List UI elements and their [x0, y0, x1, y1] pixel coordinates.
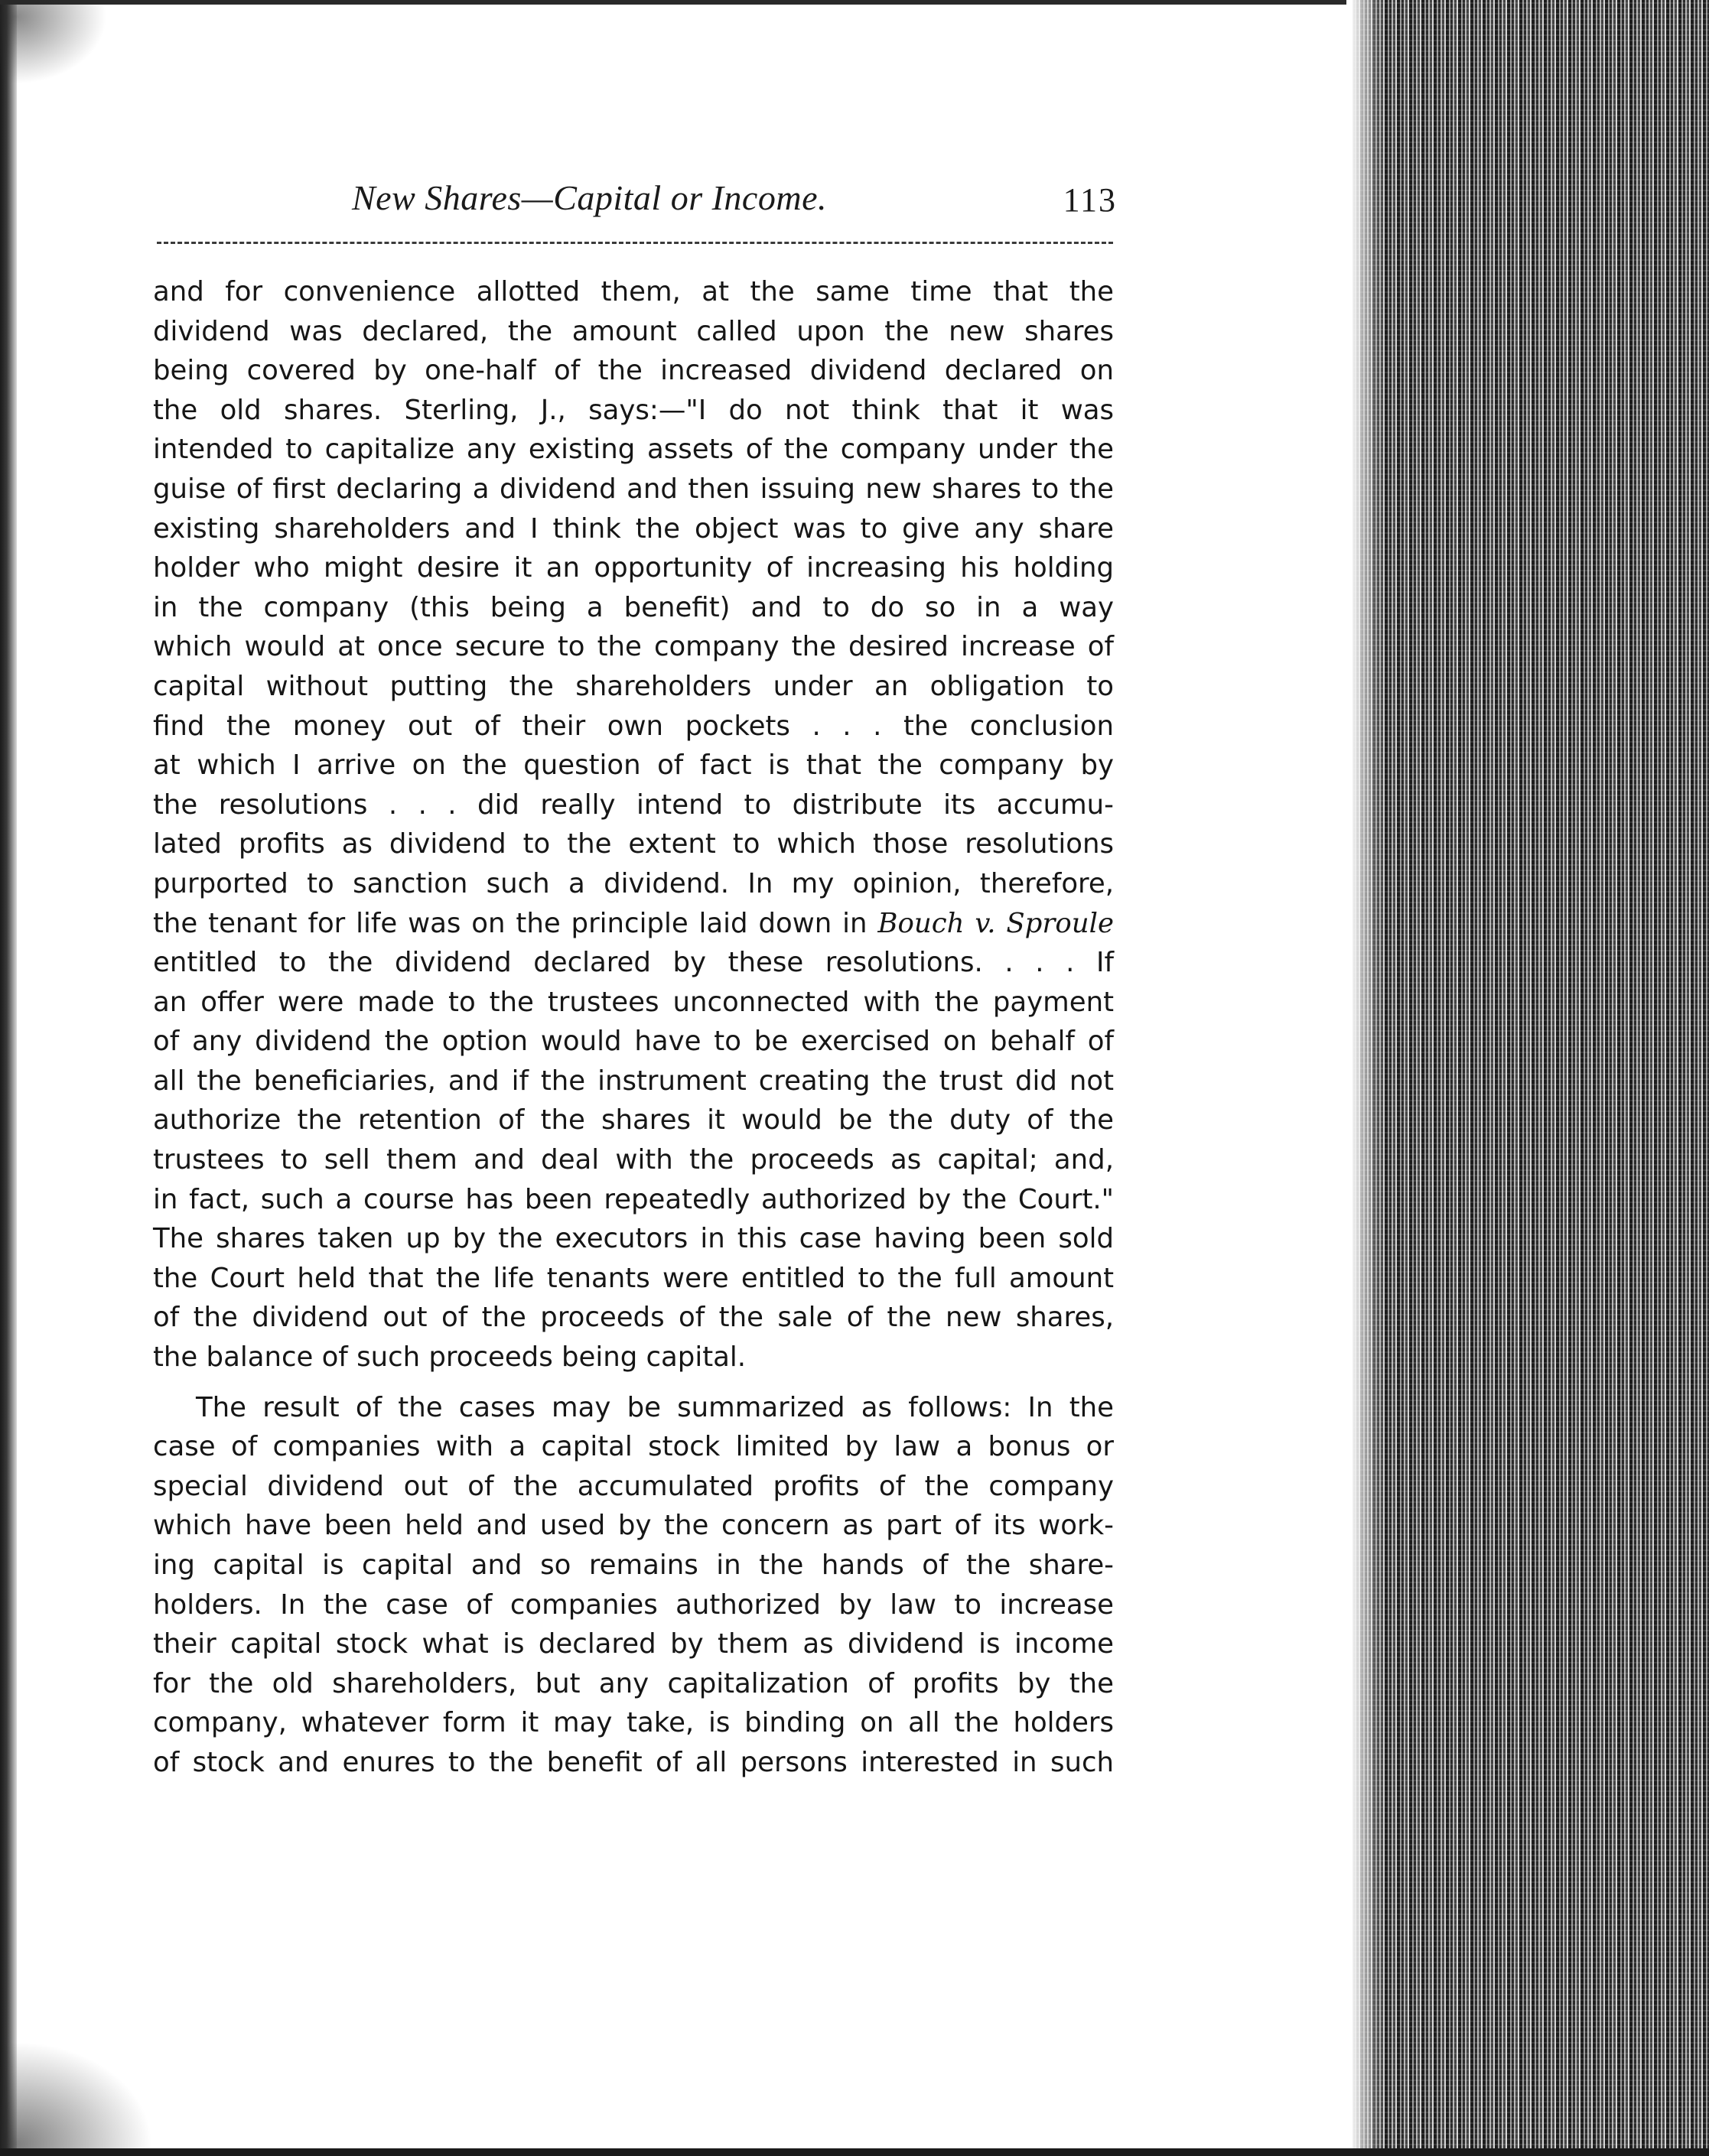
text-line: the resolutions . . . did really intend to distribute its accumu-: [153, 789, 1114, 821]
scan-smudge-top-left: [0, 0, 107, 84]
scan-bottom-edge: [0, 2148, 1709, 2156]
text-line: lated profits as dividend to the extent to which those resolutions: [153, 828, 1114, 860]
text-line: The result of the cases may be summarized as follows: In the: [196, 1391, 1114, 1423]
text-line: holders. In the case of companies authorized by law to increase: [153, 1589, 1114, 1621]
text-line: special dividend out of the accumulated profits of the company: [153, 1470, 1114, 1502]
text-line: which would at once secure to the company the desired increase of: [153, 631, 1114, 663]
text-line: being covered by one-half of the increased dividend declared on: [153, 355, 1114, 387]
text-line: dividend was declared, the amount called upon the new shares: [153, 315, 1114, 347]
text-line: for the old shareholders, but any capitalization of profits by the: [153, 1667, 1114, 1699]
text-line: the balance of such proceeds being capital.: [153, 1341, 747, 1374]
text-line: capital without putting the shareholders under an obligation to: [153, 670, 1114, 702]
text-line: the Court held that the life tenants were entitled to the full amount: [153, 1262, 1114, 1294]
header-rule: [157, 242, 1113, 244]
text-line: holder who might desire it an opportunity of increasing his holding: [153, 552, 1114, 584]
text-line: of any dividend the option would have to be exercised on behalf of: [153, 1026, 1114, 1058]
text-line: of the dividend out of the proceeds of the sale of the new shares,: [153, 1302, 1114, 1334]
page-number: 113: [1063, 181, 1117, 219]
body-text: [153, 272, 1114, 1783]
scan-top-edge: [0, 0, 1346, 5]
text-line: and for convenience allotted them, at the same time that the: [153, 276, 1114, 307]
text-line: case of companies with a capital stock limited by law a bonus or: [153, 1431, 1114, 1463]
text-line: in the company (this being a benefit) and to do so in a way: [153, 591, 1114, 623]
text-line: find the money out of their own pockets . . . the conclusion: [153, 710, 1114, 742]
text-line: entitled to the dividend declared by these resolutions. . . . If: [153, 947, 1114, 979]
text-line: company, whatever form it may take, is binding on all the holders: [153, 1707, 1114, 1739]
text-line: in fact, such a course has been repeatedly authorized by the Court.": [153, 1183, 1114, 1215]
text-line: guise of first declaring a dividend and then issuing new shares to the: [153, 473, 1114, 505]
text-line: trustees to sell them and deal with the proceeds as capital; and,: [153, 1144, 1114, 1176]
book-page-edges: [1353, 0, 1709, 2156]
text-line: which have been held and used by the concern as part of its work-: [153, 1510, 1114, 1542]
text-line: authorize the retention of the shares it would be the duty of the: [153, 1104, 1114, 1137]
scan-left-edge: [0, 0, 17, 2156]
text-line: the old shares. Sterling, J., says:—"I do not think that it was: [153, 394, 1114, 426]
paragraph-2: [153, 1388, 1114, 1783]
text-line: an offer were made to the trustees unconnected with the payment: [153, 986, 1114, 1018]
text-fragment: the tenant for life was on the principle laid down in: [153, 907, 878, 939]
text-line: all the beneficiaries, and if the instrument creating the trust did not: [153, 1065, 1114, 1097]
paragraph-1: [153, 272, 1114, 1377]
text-line: at which I arrive on the question of fact is that the company by: [153, 750, 1114, 782]
running-head: New Shares—Capital or Income.: [352, 178, 827, 217]
text-line: their capital stock what is declared by them as dividend is income: [153, 1628, 1114, 1660]
text-line-with-case-name: [153, 904, 1114, 944]
text-line: existing shareholders and I think the object was to give any share: [153, 512, 1114, 545]
text-line: intended to capitalize any existing assets of the company under the: [153, 434, 1114, 466]
scan-smudge-bottom-left: [0, 2041, 153, 2156]
case-name-italic: Bouch v. Sproule: [877, 907, 1114, 939]
text-line: ing capital is capital and so remains in the hands of the share-: [153, 1550, 1114, 1581]
page-header: [153, 177, 1117, 231]
text-line: purported to sanction such a dividend. In my opinion, therefore,: [153, 867, 1114, 899]
text-line: of stock and enures to the benefit of all persons interested in such: [153, 1746, 1114, 1778]
text-line: The shares taken up by the executors in this case having been sold: [153, 1223, 1114, 1255]
